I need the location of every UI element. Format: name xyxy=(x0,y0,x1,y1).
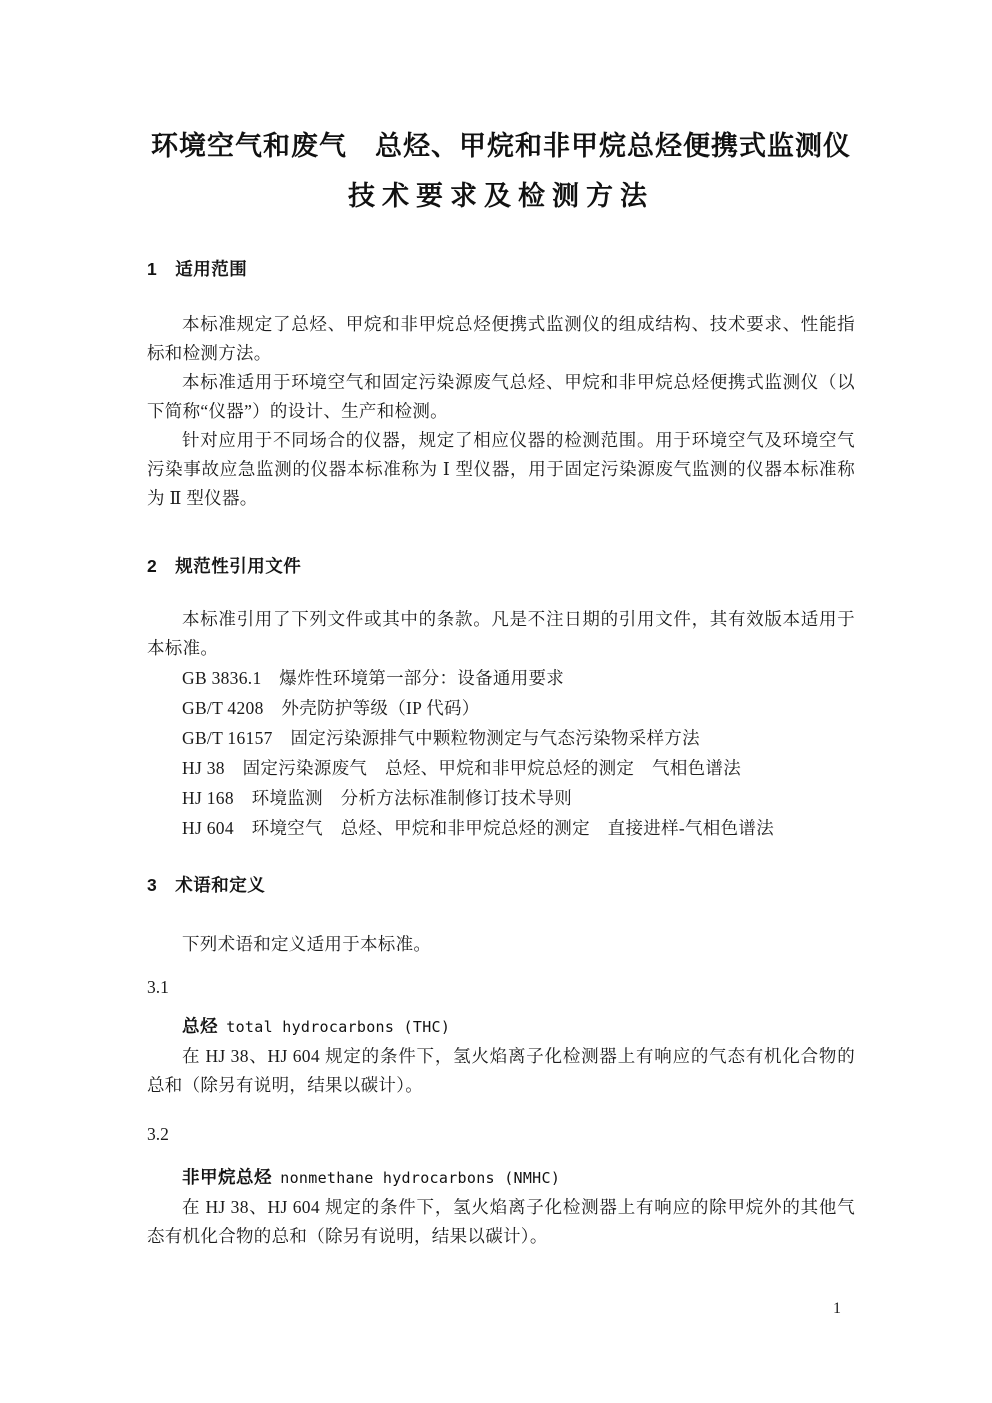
term-chinese-thc: 总烃 xyxy=(182,1016,218,1036)
reference-item: GB/T 16157 固定污染源排气中颗粒物测定与气态污染物采样方法 xyxy=(182,728,700,748)
term-definition-nmhc: 在 HJ 38、HJ 604 规定的条件下，氢火焰离子化检测器上有响应的除甲烷外的其他气态有机化合物的总和（除另有说明，结果以碳计）。 xyxy=(147,1197,855,1246)
reference-item: HJ 168 环境监测 分析方法标准制修订技术导则 xyxy=(182,788,573,808)
reference-item: GB/T 4208 外壳防护等级（IP 代码） xyxy=(182,698,480,718)
term-english-thc: total hydrocarbons (THC) xyxy=(226,1018,451,1036)
reference-item: GB 3836.1 爆炸性环境第一部分：设备通用要求 xyxy=(182,668,565,688)
reference-item: HJ 38 固定污染源废气 总烃、甲烷和非甲烷总烃的测定 气相色谱法 xyxy=(182,758,742,778)
term-title-nmhc xyxy=(147,1163,855,1193)
section-3-heading: 3 术语和定义 xyxy=(147,875,266,895)
section-1-paragraph-2: 本标准适用于环境空气和固定污染源废气总烃、甲烷和非甲烷总烃便携式监测仪（以下简称“仪器”）的设计、生产和检测。 xyxy=(147,372,855,421)
reference-item: HJ 604 环境空气 总烃、甲烷和非甲烷总烃的测定 直接进样-气相色谱法 xyxy=(182,818,774,838)
term-definition-thc: 在 HJ 38、HJ 604 规定的条件下，氢火焰离子化检测器上有响应的气态有机化合物的总和（除另有说明，结果以碳计）。 xyxy=(147,1046,855,1095)
reference-list xyxy=(147,663,855,843)
term-number-3-2: 3.2 xyxy=(147,1124,169,1144)
term-number-3-1: 3.1 xyxy=(147,977,169,997)
page-number: 1 xyxy=(833,1300,841,1317)
section-2-heading: 2 规范性引用文件 xyxy=(147,556,302,576)
document-title-line2: 技术要求及检测方法 xyxy=(348,181,654,211)
section-3-intro: 下列术语和定义适用于本标准。 xyxy=(182,934,432,954)
term-english-nmhc: nonmethane hydrocarbons (NMHC) xyxy=(280,1169,561,1187)
section-1-heading: 1 适用范围 xyxy=(147,259,248,279)
document-title-line1: 环境空气和废气 总烃、甲烷和非甲烷总烃便携式监测仪 xyxy=(151,131,851,161)
section-1-paragraph-3: 针对应用于不同场合的仪器，规定了相应仪器的检测范围。用于环境空气及环境空气污染事故应急监测的仪器本标准称为 Ⅰ 型仪器，用于固定污染源废气监测的仪器本标准称为 Ⅱ 型仪器。 xyxy=(147,430,855,508)
section-2-intro: 本标准引用了下列文件或其中的条款。凡是不注日期的引用文件，其有效版本适用于本标准。 xyxy=(147,609,855,658)
section-1-paragraph-1: 本标准规定了总烃、甲烷和非甲烷总烃便携式监测仪的组成结构、技术要求、性能指标和检测方法。 xyxy=(147,314,855,363)
document-content xyxy=(147,0,855,1251)
term-chinese-nmhc: 非甲烷总烃 xyxy=(182,1167,272,1187)
term-title-thc xyxy=(147,1012,855,1042)
